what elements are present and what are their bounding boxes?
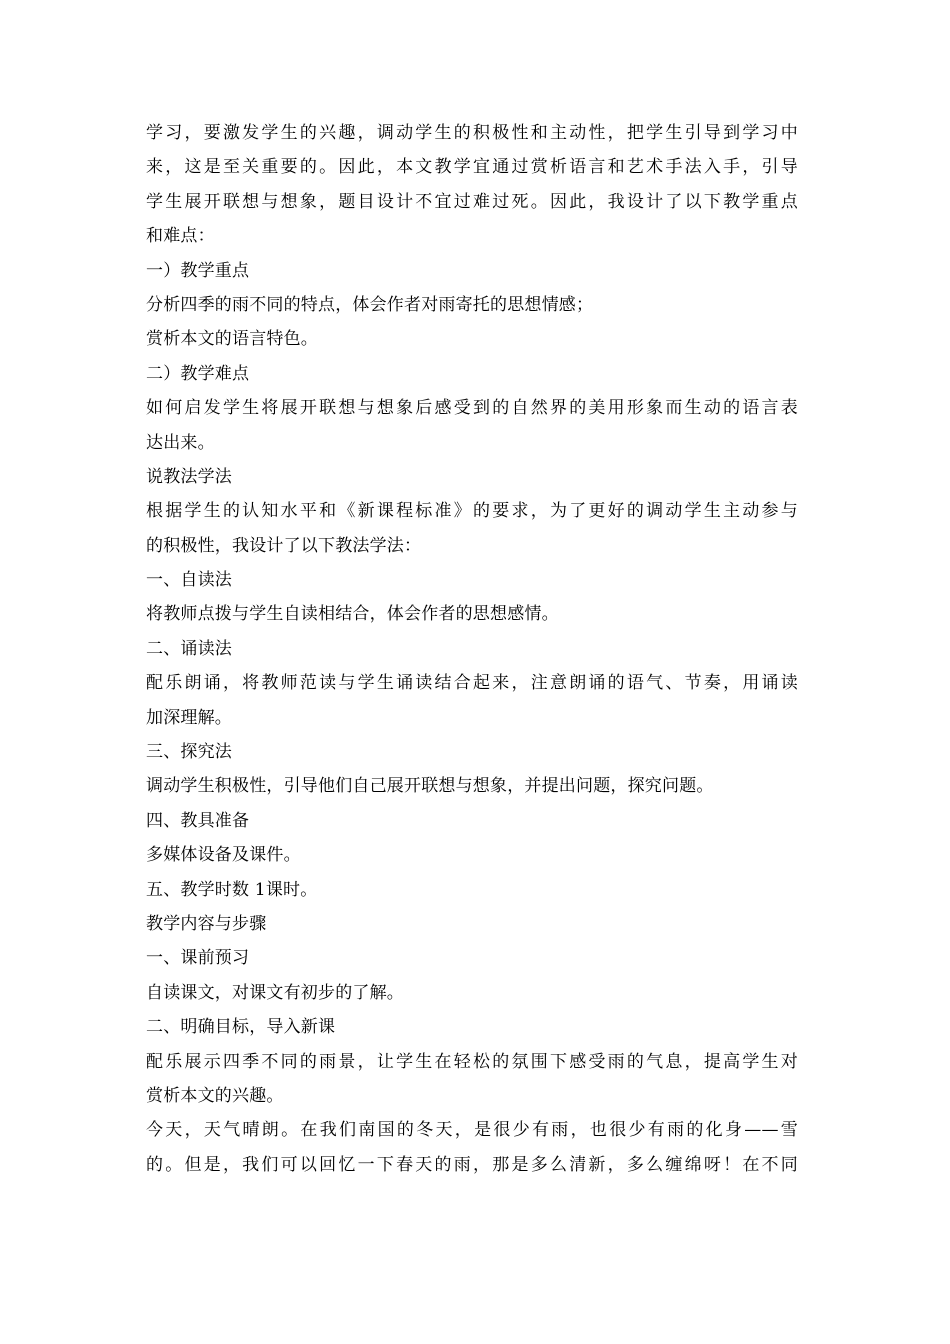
text-line: 来，这是至关重要的。因此，本文教学宜通过赏析语言和艺术手法入手，引导 xyxy=(146,157,798,178)
text-line: 的积极性，我设计了以下教法学法： xyxy=(146,535,422,556)
text-line: 一）教学重点 xyxy=(146,260,250,281)
text-line: 二、诵读法 xyxy=(146,638,232,659)
text-line: 说教法学法 xyxy=(146,466,232,487)
text-line: 调动学生积极性，引导他们自己展开联想与想象，并提出问题，探究问题。 xyxy=(146,776,714,797)
text-line: 学习，要激发学生的兴趣，调动学生的积极性和主动性，把学生引导到学习中 xyxy=(146,123,798,143)
text-line: 五、教学时数 1课时。 xyxy=(146,879,318,900)
text-line: 教学内容与步骤 xyxy=(146,913,267,934)
text-line: 自读课文，对课文有初步的了解。 xyxy=(146,982,404,1003)
text-line: 一、课前预习 xyxy=(146,948,250,969)
document-page xyxy=(146,116,798,1182)
text-line: 四、教具准备 xyxy=(146,810,250,831)
text-line: 分析四季的雨不同的特点，体会作者对雨寄托的思想情感； xyxy=(146,294,594,315)
text-line: 学生展开联想与想象，题目设计不宜过难过死。因此，我设计了以下教学重点 xyxy=(146,191,798,212)
text-line: 二、明确目标，导入新课 xyxy=(146,1017,336,1038)
text-line: 配乐展示四季不同的雨景，让学生在轻松的氛围下感受雨的气息，提高学生对 xyxy=(146,1051,798,1072)
text-line: 赏析本文的兴趣。 xyxy=(146,1085,284,1106)
text-line: 一、自读法 xyxy=(146,570,232,591)
text-line: 加深理解。 xyxy=(146,707,232,728)
text-line: 配乐朗诵，将教师范读与学生诵读结合起来，注意朗诵的语气、节奏，用诵读 xyxy=(146,673,798,694)
text-line: 达出来。 xyxy=(146,432,215,453)
text-line: 今天，天气晴朗。在我们南国的冬天，是很少有雨，也很少有雨的化身——雪 xyxy=(146,1120,798,1141)
text-line: 将教师点拨与学生自读相结合，体会作者的思想感情。 xyxy=(146,604,559,625)
text-line: 三、探究法 xyxy=(146,742,232,763)
text-line: 二）教学难点 xyxy=(146,363,250,384)
text-line: 的。但是，我们可以回忆一下春天的雨，那是多么清新，多么缠绵呀！在不同 xyxy=(146,1154,798,1175)
text-line: 根据学生的认知水平和《新课程标准》的要求，为了更好的调动学生主动参与 xyxy=(146,501,798,522)
text-line: 如何启发学生将展开联想与想象后感受到的自然界的美用形象而生动的语言表 xyxy=(146,398,798,419)
text-line: 多媒体设备及课件。 xyxy=(146,845,301,866)
text-line: 和难点： xyxy=(146,226,215,247)
text-line: 赏析本文的语言特色。 xyxy=(146,329,318,350)
